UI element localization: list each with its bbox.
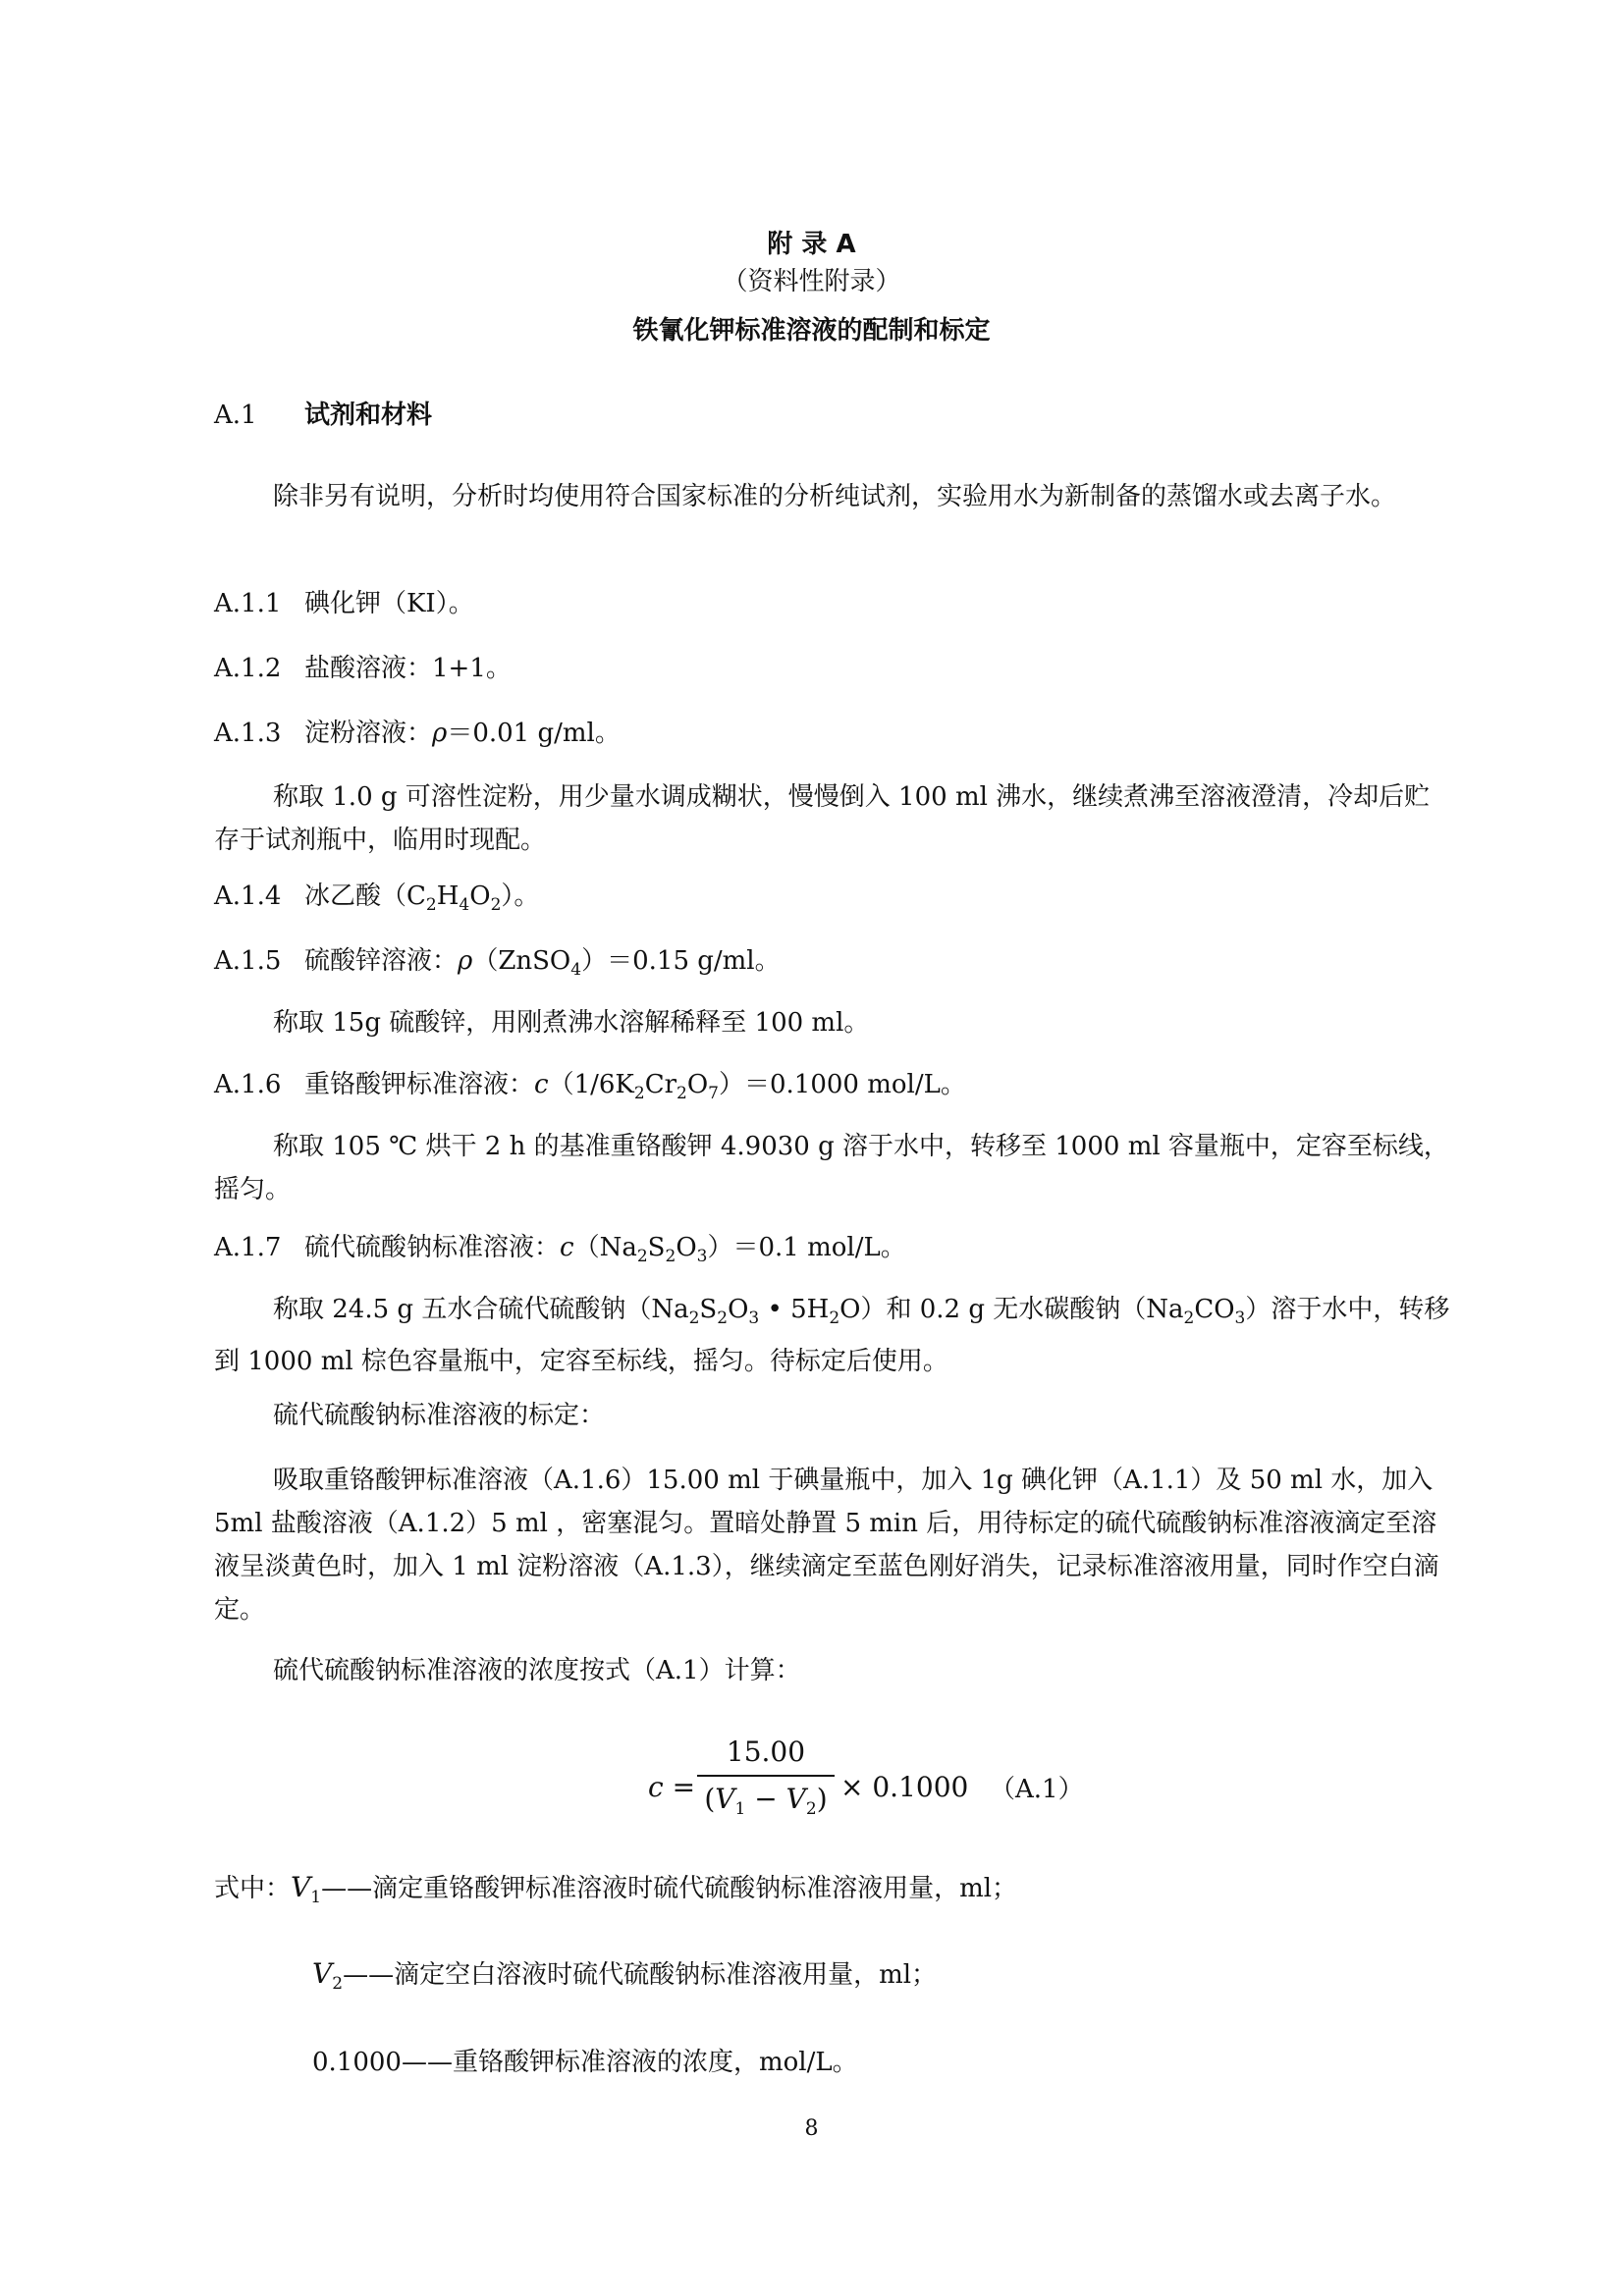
subscript: 3 [1234,1308,1246,1328]
item-text: O [469,881,491,911]
item-text: S [647,1233,666,1262]
subscript: 2 [688,1308,700,1328]
item-text: H [436,881,460,911]
rho-symbol: ρ [432,719,448,748]
item-a-1-7-paragraph [214,1288,1453,1383]
item-a-1-7 [214,1231,906,1273]
item-number: A.1.5 [214,946,282,976]
calculation-intro: 硫代硫酸钠标准溶液的浓度按式（A.1）计算： [273,1656,801,1685]
item-a-1-1 [214,587,474,620]
item-number: A.1.2 [214,654,282,683]
paragraph-text: S [699,1295,718,1324]
subscript: 1 [310,1888,322,1907]
item-a-1-6 [214,1068,966,1110]
fraction-bar [697,1775,835,1777]
v2-symbol: V [312,1957,333,1990]
concentration-symbol: c [534,1070,549,1099]
subscript: 2 [829,1308,840,1328]
subscript: 2 [633,1084,645,1103]
subscript: 2 [332,1974,344,1994]
subscript: 2 [636,1247,648,1266]
item-number: A.1.4 [214,881,282,911]
legend-prefix: 式中： [214,1874,292,1903]
subscript: 2 [665,1247,676,1266]
item-text: 硫酸锌溶液： [304,946,459,976]
page-number: 8 [804,2116,819,2141]
v2-symbol: V [785,1783,806,1815]
item-text: 碘化钾（KI）。 [304,589,474,618]
item-text: ）＝0.1 mol/L。 [707,1233,906,1262]
item-text: 盐酸溶液：1+1。 [304,654,512,683]
legend-constant: 0.1000——重铬酸钾标准溶液的浓度，mol/L。 [312,2048,858,2077]
item-text: ）＝0.1000 mol/L。 [719,1070,966,1099]
formula-fraction [697,1734,835,1828]
rho-symbol: ρ [458,946,473,976]
formula-label: （A.1） [990,1775,1084,1804]
item-text: O [686,1070,709,1099]
subscript: 2 [490,895,502,915]
paragraph-text: O）和 0.2 g 无水碳酸钠（Na [839,1295,1184,1324]
section-number: A.1 [214,400,257,430]
v1-symbol: V [291,1871,311,1903]
item-text: 重铬酸钾标准溶液： [304,1070,535,1099]
item-number: A.1.6 [214,1070,282,1099]
paren-close: ) [816,1783,828,1815]
item-text: 硫代硫酸钠标准溶液： [304,1233,561,1262]
subscript: 4 [459,895,470,915]
appendix-kind: （资料性附录） [722,267,901,296]
item-a-1-6-paragraph: 称取 105 ℃ 烘干 2 h 的基准重铬酸钾 4.9030 g 溶于水中，转移至 1000 ml 容量瓶中，定容至标线，摇匀。 [214,1132,1449,1204]
legend-text: ——滴定重铬酸钾标准溶液时硫代硫酸钠标准溶液用量，ml； [321,1874,1018,1903]
formula-numerator: 15.00 [726,1735,806,1768]
formula-multiplier: × 0.1000 [840,1771,969,1803]
paragraph-text: • 5H [759,1295,830,1324]
paragraph-text: 称取 24.5 g 五水合硫代硫酸钠（Na [273,1295,689,1324]
item-text: （ZnSO [472,946,571,976]
item-a-1-5 [214,944,781,987]
item-number: A.1.1 [214,589,282,618]
formula-denominator [697,1781,835,1828]
subscript: 2 [676,1084,687,1103]
subscript: 1 [734,1799,746,1819]
item-text: （Na [573,1233,637,1262]
legend-text: ——滴定空白溶液时硫代硫酸钠标准溶液用量，ml； [343,1960,938,1990]
subscript: 2 [425,895,437,915]
item-text: ＝0.01 g/ml。 [447,719,621,748]
calibration-paragraph: 吸取重铬酸钾标准溶液（A.1.6）15.00 ml 于碘量瓶中，加入 1g 碘化钾（A.1.1）及 50 ml 水，加入 5ml 盐酸溶液（A.1.2）5 ml ，密塞混匀。置暗处静置 5 min 后，用待标定的硫代硫酸钠标准溶液滴定至溶液呈淡黄色时，加入 1 ml 淀粉溶液（A.1.3），继续滴定至蓝色刚好消失，记录标准溶液用量，同时作空白滴定。 [214,1466,1439,1625]
subscript: 2 [717,1308,729,1328]
appendix-name: 铁氰化钾标准溶液的配制和标定 [632,316,991,346]
legend-v2 [312,1957,937,2001]
item-text: （1/6K [548,1070,634,1099]
intro-paragraph: 除非另有说明，分析时均使用符合国家标准的分析纯试剂，实验用水为新制备的蒸馏水或去离子水。 [273,482,1397,511]
subscript: 2 [805,1799,817,1819]
formula-lhs: c = [648,1771,696,1803]
subscript: 3 [748,1308,760,1328]
item-text: 淀粉溶液： [304,719,433,748]
subscript: 7 [708,1084,719,1103]
paren-open: ( [704,1783,716,1815]
appendix-title: 附 录 A [767,230,856,259]
item-text: 冰乙酸（C [304,881,426,911]
item-text: ）＝0.15 g/ml。 [581,946,781,976]
subscript: 3 [696,1247,708,1266]
paragraph-text: CO [1194,1295,1235,1324]
item-a-1-5-paragraph: 称取 15g 硫酸锌，用刚煮沸水溶解稀释至 100 ml。 [273,1008,870,1038]
item-number: A.1.7 [214,1233,282,1262]
item-text: ）。 [501,881,540,911]
subscript: 4 [570,960,582,980]
paragraph-text: ）溶于水中，转移到 1000 ml 棕色容量瓶中，定容至标线，摇匀。待标定后使用。 [214,1295,1450,1376]
section-title: 试剂和材料 [304,400,433,430]
paragraph-text: O [728,1295,749,1324]
subscript: 2 [1183,1308,1195,1328]
item-text: Cr [644,1070,677,1099]
minus-sign: − [754,1783,778,1815]
calibration-heading: 硫代硫酸钠标准溶液的标定： [273,1401,606,1430]
item-a-1-3 [214,717,621,750]
legend-v1 [214,1871,1017,1914]
item-a-1-3-paragraph: 称取 1.0 g 可溶性淀粉，用少量水调成糊状，慢慢倒入 100 ml 沸水，继续煮沸至溶液澄清，冷却后贮存于试剂瓶中，临用时现配。 [214,782,1431,855]
item-a-1-2 [214,652,512,685]
item-a-1-4 [214,880,539,922]
concentration-symbol: c [560,1233,574,1262]
v1-symbol: V [715,1783,735,1815]
section-heading [214,399,432,432]
item-number: A.1.3 [214,719,282,748]
item-text: O [676,1233,697,1262]
